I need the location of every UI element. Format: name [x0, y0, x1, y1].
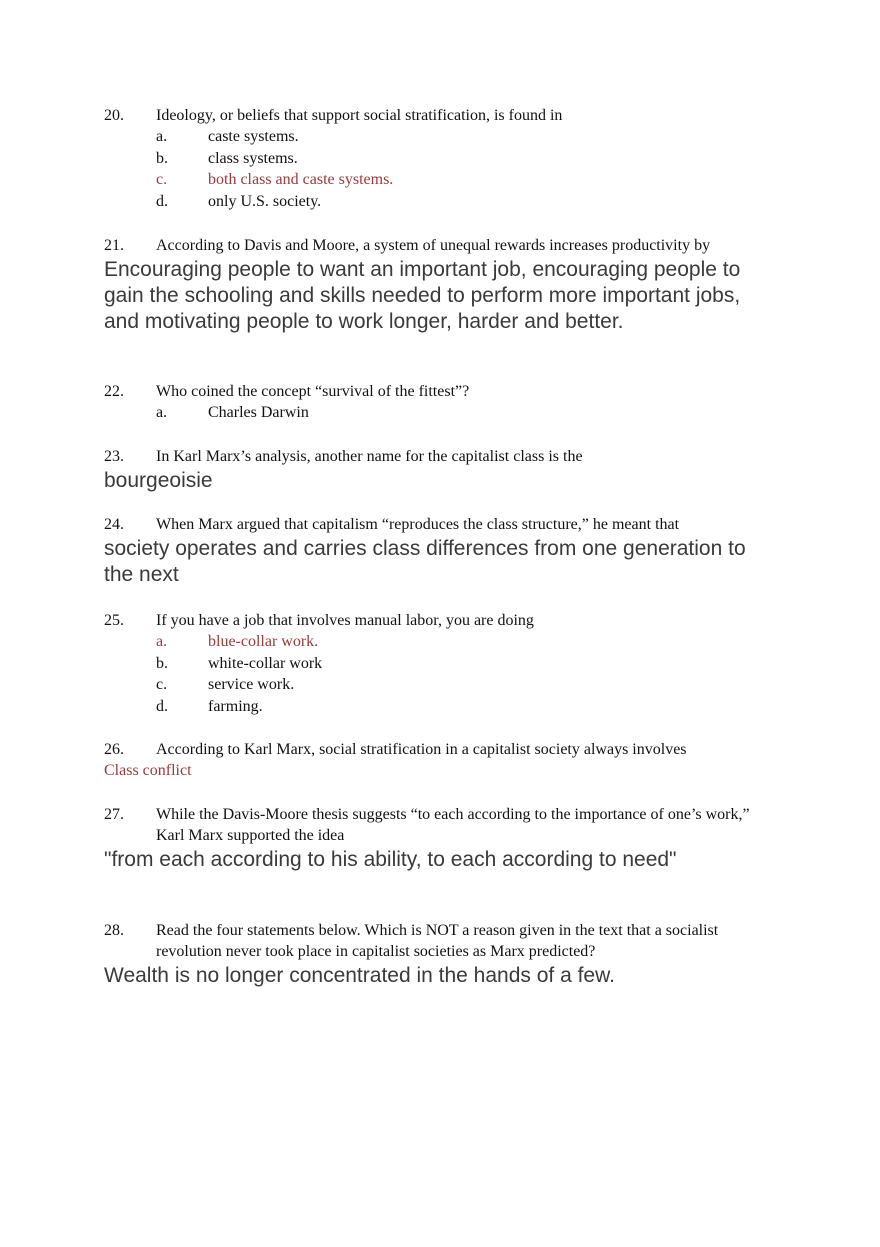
question-22 [104, 381, 784, 424]
option-text: both class and caste systems. [208, 171, 394, 188]
question-23 [104, 446, 784, 494]
option-text: only U.S. society. [208, 192, 322, 210]
question-26 [104, 739, 784, 781]
question-21-stem [104, 235, 784, 256]
answer-text: Encouraging people to want an important job, encouraging people to gain the schooling and skills needed to perform more important jobs, and motivating people to work longer, harder and better. [104, 258, 741, 333]
question-number: 23. [104, 448, 124, 465]
question-text: If you have a job that involves manual labor, you are doing [156, 612, 534, 629]
option-text: service work. [208, 676, 295, 693]
question-text: When Marx argued that capitalism “reproduces the class structure,” he meant that [156, 516, 680, 533]
option-b [104, 148, 784, 170]
question-text: While the Davis-Moore thesis suggests “to each according to the importance of one’s work,” Karl Marx supported the idea [156, 806, 750, 844]
question-23-stem [104, 446, 784, 467]
question-22-stem [104, 381, 784, 402]
question-20 [104, 105, 784, 212]
question-24 [104, 514, 784, 588]
question-number: 24. [104, 516, 124, 533]
question-number: 22. [104, 383, 124, 400]
option-text: white-collar work [208, 654, 323, 672]
question-28-stem [104, 920, 784, 962]
question-text: Who coined the concept “survival of the fittest”? [156, 383, 470, 400]
option-a-selected [104, 631, 784, 653]
question-number: 26. [104, 741, 124, 758]
option-letter: c. [156, 676, 168, 693]
option-a [104, 402, 784, 424]
question-number: 20. [104, 107, 124, 124]
question-number: 28. [104, 922, 124, 939]
question-25 [104, 610, 784, 717]
option-text: caste systems. [208, 128, 299, 145]
option-letter: d. [156, 192, 168, 210]
option-letter: b. [156, 654, 168, 672]
option-c [104, 674, 784, 696]
option-b [104, 653, 784, 675]
option-text: Charles Darwin [208, 404, 309, 421]
question-text: Read the four statements below. Which is NOT a reason given in the text that a socialist revolution never took place in capitalist societies as Marx predicted? [156, 922, 719, 960]
option-text: class systems. [208, 149, 298, 167]
answer-text: Wealth is no longer concentrated in the hands of a few. [104, 964, 615, 987]
option-letter: a. [156, 128, 168, 145]
option-text: blue-collar work. [208, 633, 319, 650]
option-letter: d. [156, 697, 168, 715]
question-text: According to Karl Marx, social stratification in a capitalist society always involves [156, 741, 687, 758]
answer-text: "from each according to his ability, to each according to need" [104, 848, 677, 871]
question-number: 27. [104, 806, 124, 823]
question-20-stem [104, 105, 784, 126]
question-28 [104, 920, 784, 989]
option-letter: b. [156, 149, 168, 167]
option-letter: c. [156, 171, 168, 188]
question-27-stem [104, 804, 784, 846]
option-letter: a. [156, 633, 168, 650]
answer-text: society operates and carries class differences from one generation to the next [104, 537, 746, 586]
question-26-stem [104, 739, 784, 760]
option-c-selected [104, 169, 784, 191]
question-24-stem [104, 514, 784, 535]
question-21 [104, 235, 784, 335]
option-d [104, 696, 784, 718]
option-letter: a. [156, 404, 168, 421]
question-number: 21. [104, 237, 124, 254]
question-text: Ideology, or beliefs that support social stratification, is found in [156, 107, 563, 124]
question-text: According to Davis and Moore, a system of unequal rewards increases productivity by [156, 237, 711, 254]
question-25-stem [104, 610, 784, 631]
answer-text: bourgeoisie [104, 469, 213, 492]
question-number: 25. [104, 612, 124, 629]
answer-text: Class conflict [104, 762, 192, 779]
option-text: farming. [208, 697, 263, 715]
question-27 [104, 804, 784, 873]
option-a [104, 126, 784, 148]
question-text: In Karl Marx’s analysis, another name for the capitalist class is the [156, 448, 583, 465]
option-d [104, 191, 784, 213]
